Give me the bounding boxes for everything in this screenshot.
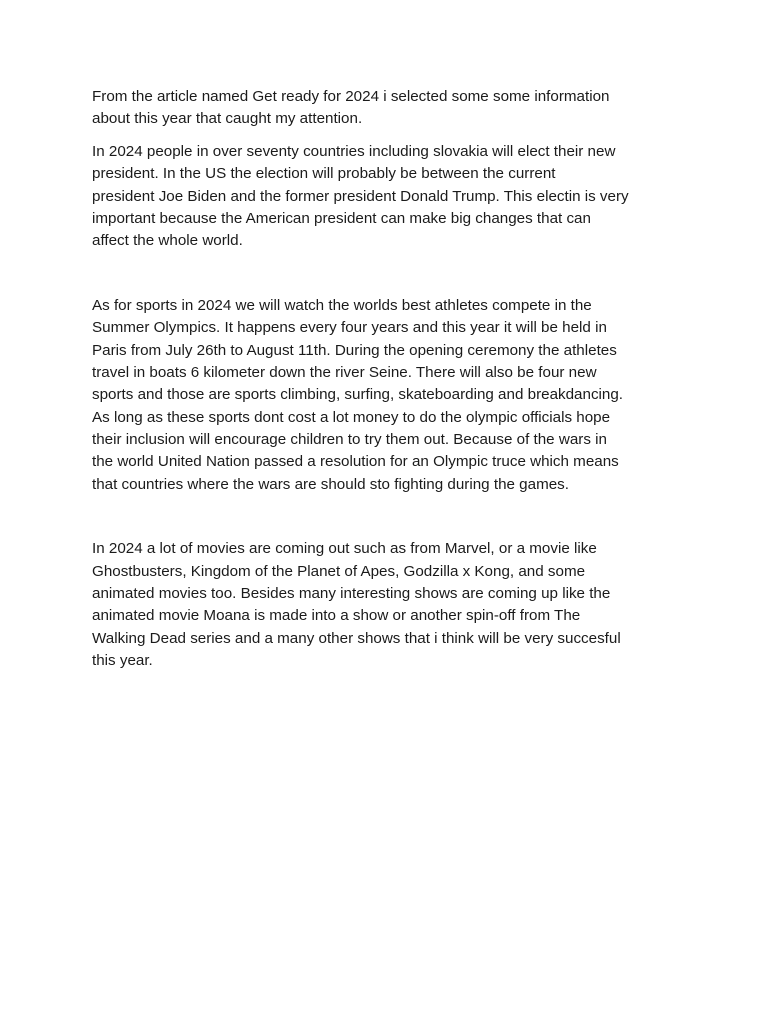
text-line: animated movie Moana is made into a show or another spin-off from The	[92, 607, 581, 625]
paragraph-election	[92, 141, 712, 253]
text-line: their inclusion will encourage children to try them out. Because of the wars in	[92, 431, 607, 449]
text-line: animated movies too. Besides many interesting shows are coming up like the	[92, 585, 611, 603]
text-line: president. In the US the election will probably be between the current	[92, 165, 556, 183]
text-line: Walking Dead series and a many other shows that i think will be very succesful	[92, 629, 621, 647]
text-line: Ghostbusters, Kingdom of the Planet of Apes, Godzilla x Kong, and some	[92, 562, 586, 580]
document-body	[92, 86, 712, 673]
text-line: As for sports in 2024 we will watch the worlds best athletes compete in the	[92, 296, 592, 314]
text-line: that countries where the wars are should sto fighting during the games.	[92, 475, 569, 493]
text-line: affect the whole world.	[92, 232, 243, 250]
paragraph-movies	[92, 538, 712, 672]
text-line: As long as these sports dont cost a lot money to do the olympic officials hope	[92, 408, 611, 426]
text-line: this year.	[92, 652, 153, 670]
text-line: In 2024 people in over seventy countries including slovakia will elect their new	[92, 142, 616, 160]
text-line: sports and those are sports climbing, surfing, skateboarding and breakdancing.	[92, 386, 624, 404]
text-line: In 2024 a lot of movies are coming out such as from Marvel, or a movie like	[92, 540, 597, 558]
text-line: about this year that caught my attention.	[92, 110, 363, 128]
text-line: From the article named Get ready for 2024 i selected some some information	[92, 88, 610, 105]
paragraph-sports	[92, 295, 712, 497]
text-line: president Joe Biden and the former president Donald Trump. This electin is very	[92, 187, 629, 205]
text-line: the world United Nation passed a resolution for an Olympic truce which means	[92, 453, 619, 471]
text-line: travel in boats 6 kilometer down the river Seine. There will also be four new	[92, 363, 597, 381]
text-line: Summer Olympics. It happens every four years and this year it will be held in	[92, 319, 607, 337]
text-line: important because the American president can make big changes that can	[92, 209, 591, 227]
text-line: Paris from July 26th to August 11th. During the opening ceremony the athletes	[92, 341, 617, 359]
paragraph-intro	[92, 86, 712, 131]
